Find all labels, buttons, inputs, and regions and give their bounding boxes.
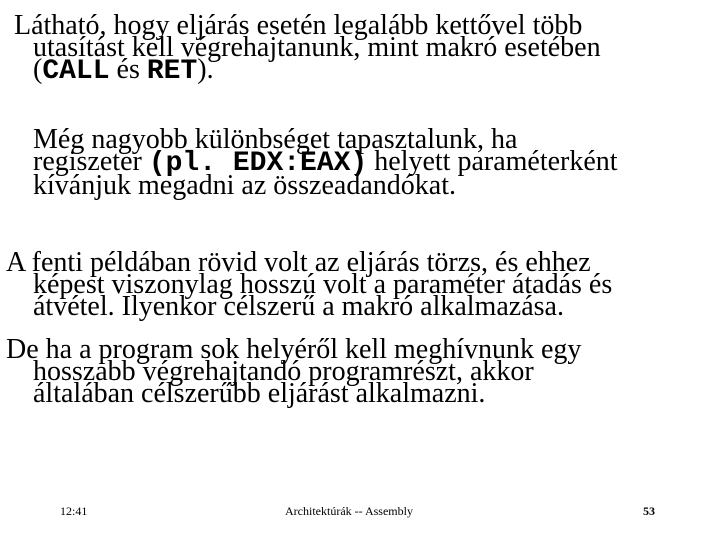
text-line: Még nagyobb különbséget tapasztalunk, ha	[33, 124, 518, 155]
text-line: hosszabb végrehajtandó programrészt, akkor	[33, 356, 534, 387]
footer-title: Architektúrák -- Assembly	[285, 504, 413, 518]
paragraph-procedure-recommendation	[6, 334, 582, 409]
footer-page-number: 53	[643, 504, 655, 518]
text-line: (CALL és RET).	[33, 54, 214, 87]
paragraph-macro-recommendation	[6, 247, 613, 322]
text-line: átvétel. Ilyenkor célszerű a makró alkalmazása.	[33, 291, 564, 322]
text-line: De ha a program sok helyéről kell meghívnunk egy	[6, 334, 582, 365]
paragraph-parameter-difference	[33, 124, 618, 201]
code-call: CALL	[42, 56, 110, 87]
text-line: utasítást kell végrehajtanunk, mint makró esetében	[33, 32, 601, 63]
code-ret: RET	[146, 56, 198, 87]
text-line: regiszeter (pl. EDX:EAX) helyett paraméterként	[33, 146, 618, 179]
text-line: A fenti példában rövid volt az eljárás törzs, és ehhez	[6, 247, 591, 278]
text-line: képest viszonylag hosszú volt a paraméter átadás és	[33, 269, 613, 300]
footer-time: 12:41	[60, 504, 88, 518]
text-line: Látható, hogy eljárás esetén legalább kettővel több	[14, 10, 583, 41]
text-line: általában célszerűbb eljárást alkalmazni.	[33, 378, 486, 409]
code-edx-eax: (pl. EDX:EAX)	[148, 148, 368, 179]
text-line: kívánjuk megadni az összeadandókat.	[33, 170, 456, 201]
paragraph-procedure-cost	[14, 10, 601, 87]
